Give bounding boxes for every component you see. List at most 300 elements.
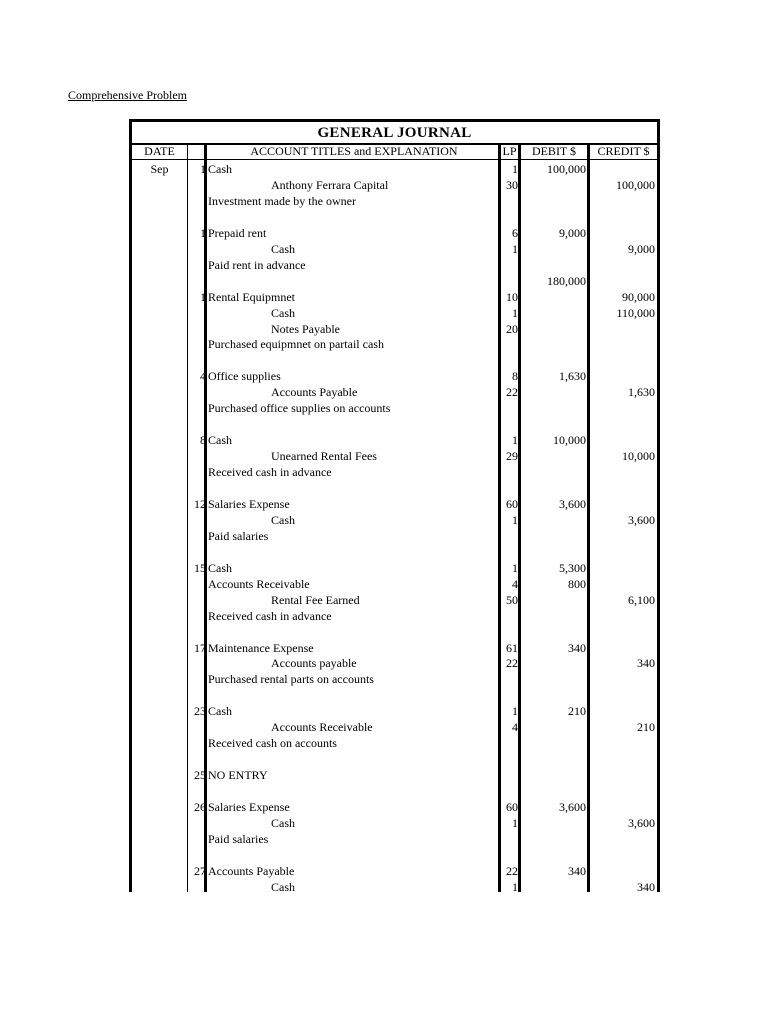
- entry-month: [132, 225, 187, 241]
- entry-month: [132, 305, 187, 321]
- ledger-page: 60: [506, 800, 518, 814]
- account-title: [208, 209, 498, 225]
- entry-month: [132, 177, 187, 193]
- account-title: Salaries Expense: [208, 496, 290, 511]
- journal-row: [132, 305, 657, 321]
- entry-month: [132, 831, 187, 847]
- ledger-page: [502, 767, 518, 783]
- ledger-page: [502, 400, 518, 416]
- journal-row: [132, 416, 657, 432]
- entry-day: [187, 336, 206, 352]
- entry-month: [132, 655, 187, 671]
- entry-day: [187, 241, 206, 257]
- debit-amount: 3,600: [559, 800, 586, 814]
- ledger-page: 10: [506, 289, 518, 304]
- debit-amount: [523, 289, 586, 305]
- entry-day: [187, 273, 206, 289]
- journal-title: GENERAL JOURNAL: [317, 125, 472, 141]
- debit-amount: [523, 480, 586, 496]
- debit-amount: [523, 400, 586, 416]
- account-title: [208, 416, 498, 432]
- entry-day: 17: [194, 640, 206, 655]
- page-heading: Comprehensive Problem: [68, 88, 187, 102]
- ledger-page: [502, 751, 518, 767]
- journal-row: [132, 209, 657, 225]
- header-divider: [132, 159, 657, 160]
- journal-row: [132, 321, 657, 337]
- debit-amount: 100,000: [547, 162, 586, 176]
- ledger-page: [502, 209, 518, 225]
- ledger-page: 1: [512, 815, 518, 830]
- entry-month: [132, 464, 187, 480]
- ledger-page: 4: [512, 720, 518, 735]
- credit-amount: [591, 496, 655, 512]
- debit-amount: [523, 671, 586, 687]
- entry-day: 26: [194, 800, 206, 814]
- credit-amount: [591, 432, 655, 448]
- ledger-page: 6: [512, 225, 518, 240]
- entry-month: [132, 592, 187, 608]
- journal-row: [132, 448, 657, 464]
- credit-amount: 100,000: [616, 177, 655, 192]
- ledger-page: [502, 336, 518, 352]
- journal-row: [132, 783, 657, 799]
- credit-amount: [591, 640, 655, 656]
- debit-amount: [523, 608, 586, 624]
- debit-amount: 1,630: [559, 369, 586, 384]
- ledger-page: [502, 528, 518, 544]
- journal-row: [132, 847, 657, 863]
- credit-amount: [591, 257, 655, 273]
- credit-account-title: Anthony Ferrara Capital: [271, 177, 389, 192]
- ledger-page: [502, 257, 518, 273]
- entry-day: [187, 448, 206, 464]
- credit-account-title: Unearned Rental Fees: [271, 449, 377, 464]
- account-title: Received cash in advance: [208, 608, 332, 623]
- ledger-page: 8: [512, 369, 518, 384]
- credit-amount: 110,000: [616, 305, 655, 320]
- ledger-page: 22: [506, 656, 518, 671]
- credit-amount: [591, 480, 655, 496]
- journal-row: [132, 289, 657, 305]
- entry-month: [132, 496, 187, 512]
- account-title: Received cash in advance: [208, 465, 332, 480]
- credit-account-title: Cash: [271, 879, 295, 894]
- entry-day: [187, 464, 206, 480]
- entry-day: 12: [194, 496, 206, 511]
- debit-amount: [523, 336, 586, 352]
- entry-day: 8: [200, 433, 206, 448]
- account-title: [208, 624, 498, 640]
- entry-month: [132, 273, 187, 289]
- credit-amount: [591, 225, 655, 241]
- debit-amount: 210: [568, 704, 586, 719]
- journal-row: [132, 576, 657, 592]
- entry-month: [132, 624, 187, 640]
- entry-month: [132, 687, 187, 703]
- journal-row: [132, 767, 657, 783]
- entry-day: [187, 400, 206, 416]
- account-title: Cash: [208, 433, 232, 448]
- ledger-page: 1: [512, 305, 518, 320]
- entry-month: [132, 480, 187, 496]
- credit-amount: [591, 703, 655, 719]
- journal-row: [132, 863, 657, 879]
- ledger-page: [502, 608, 518, 624]
- account-title: NO ENTRY: [208, 768, 268, 783]
- debit-amount: 340: [568, 640, 586, 655]
- entry-month: [132, 799, 187, 815]
- journal-row: [132, 560, 657, 576]
- entry-day: [187, 305, 206, 321]
- credit-amount: [591, 161, 655, 177]
- entry-day: [187, 719, 206, 735]
- journal-row: [132, 400, 657, 416]
- debit-amount: [523, 416, 586, 432]
- credit-amount: [591, 831, 655, 847]
- journal-row: [132, 336, 657, 352]
- entry-month: [132, 576, 187, 592]
- credit-amount: 210: [637, 720, 655, 735]
- credit-amount: [591, 687, 655, 703]
- entry-day: [187, 735, 206, 751]
- entry-day: [187, 671, 206, 687]
- credit-amount: [591, 608, 655, 624]
- account-title: [208, 783, 498, 799]
- journal-row: [132, 225, 657, 241]
- entry-month: [132, 544, 187, 560]
- debit-amount: 180,000: [547, 273, 586, 288]
- entry-month: [132, 193, 187, 209]
- journal-row: [132, 687, 657, 703]
- debit-amount: [523, 464, 586, 480]
- header-account-titles: ACCOUNT TITLES and EXPLANATION: [250, 144, 458, 158]
- journal-row: [132, 161, 657, 177]
- debit-amount: [523, 209, 586, 225]
- account-title: Purchased rental parts on accounts: [208, 672, 374, 687]
- journal-row: [132, 464, 657, 480]
- entry-day: [187, 384, 206, 400]
- journal-row: [132, 879, 657, 895]
- account-title: [208, 544, 498, 560]
- entry-day: [187, 416, 206, 432]
- entry-day: [187, 751, 206, 767]
- credit-amount: [591, 336, 655, 352]
- credit-amount: [591, 671, 655, 687]
- credit-account-title: Accounts Receivable: [271, 720, 373, 735]
- ledger-page: 1: [512, 560, 518, 575]
- account-title: Investment made by the owner: [208, 193, 356, 208]
- entry-day: 23: [194, 704, 206, 719]
- ledger-page: 29: [506, 449, 518, 464]
- account-title: Paid salaries: [208, 831, 269, 846]
- entry-month: [132, 352, 187, 368]
- journal-row: [132, 241, 657, 257]
- credit-amount: 3,600: [628, 512, 655, 527]
- entry-month: [132, 432, 187, 448]
- journal-row: [132, 273, 657, 289]
- debit-amount: [523, 624, 586, 640]
- entry-day: [187, 177, 206, 193]
- debit-amount: [523, 719, 586, 735]
- credit-amount: 6,100: [628, 592, 655, 607]
- entry-day: 27: [194, 863, 206, 878]
- journal-row: [132, 257, 657, 273]
- credit-amount: [591, 528, 655, 544]
- journal-row: [132, 512, 657, 528]
- debit-amount: [523, 751, 586, 767]
- account-title: Purchased equipmnet on partail cash: [208, 337, 384, 352]
- journal-row: [132, 480, 657, 496]
- entry-day: 15: [194, 560, 206, 575]
- ledger-page: [502, 416, 518, 432]
- ledger-page: [502, 464, 518, 480]
- entry-day: [187, 847, 206, 863]
- journal-row: [132, 815, 657, 831]
- entry-month: [132, 847, 187, 863]
- ledger-page: 1: [512, 162, 518, 176]
- ledger-page: [502, 193, 518, 209]
- ledger-page: [502, 783, 518, 799]
- journal-row: [132, 193, 657, 209]
- entry-month: [132, 863, 187, 879]
- entry-month: [132, 719, 187, 735]
- ledger-page: 22: [506, 863, 518, 878]
- entry-month: [132, 289, 187, 305]
- entry-day: [187, 321, 206, 337]
- account-title: Cash: [208, 162, 232, 176]
- entry-month: [132, 368, 187, 384]
- account-title: Received cash on accounts: [208, 736, 337, 751]
- journal-row: [132, 608, 657, 624]
- account-title: Cash: [208, 704, 232, 719]
- ledger-page: [502, 735, 518, 751]
- debit-amount: 5,300: [559, 560, 586, 575]
- entry-day: 1: [200, 289, 206, 304]
- credit-amount: [591, 847, 655, 863]
- entry-month: [132, 703, 187, 719]
- credit-amount: [591, 352, 655, 368]
- ledger-page: 1: [512, 879, 518, 894]
- journal-row: [132, 496, 657, 512]
- account-title: [208, 751, 498, 767]
- journal-row: [132, 592, 657, 608]
- entry-month: [132, 783, 187, 799]
- entry-day: [187, 815, 206, 831]
- header-lp: LP: [502, 144, 517, 158]
- journal-row: [132, 640, 657, 656]
- account-title: Prepaid rent: [208, 225, 267, 240]
- header-date: DATE: [144, 144, 175, 158]
- account-title: [208, 687, 498, 703]
- credit-amount: [591, 783, 655, 799]
- credit-amount: 3,600: [628, 815, 655, 830]
- credit-amount: [591, 464, 655, 480]
- journal-row: [132, 624, 657, 640]
- entry-day: [187, 608, 206, 624]
- journal-row: [132, 655, 657, 671]
- entry-month: [132, 608, 187, 624]
- ledger-page: 30: [506, 177, 518, 192]
- entry-day: [187, 687, 206, 703]
- credit-amount: [591, 560, 655, 576]
- ledger-page: [502, 847, 518, 863]
- journal-row: [132, 831, 657, 847]
- ledger-page: [502, 687, 518, 703]
- credit-amount: [591, 624, 655, 640]
- journal-row: [132, 432, 657, 448]
- entry-day: [187, 544, 206, 560]
- credit-amount: 340: [637, 879, 655, 894]
- debit-amount: [523, 193, 586, 209]
- credit-amount: [591, 767, 655, 783]
- ledger-page: 61: [506, 640, 518, 655]
- entry-month: [132, 879, 187, 895]
- account-title: Paid rent in advance: [208, 257, 306, 272]
- journal-row: [132, 177, 657, 193]
- account-title: Rental Equipmnet: [208, 289, 295, 304]
- credit-amount: [591, 321, 655, 337]
- debit-amount: [523, 241, 586, 257]
- debit-amount: [523, 305, 586, 321]
- credit-amount: 90,000: [622, 289, 655, 304]
- entry-day: [187, 655, 206, 671]
- journal-row: [132, 719, 657, 735]
- credit-account-title: Cash: [271, 512, 295, 527]
- credit-amount: [591, 735, 655, 751]
- entry-month: [132, 640, 187, 656]
- ledger-page: [502, 671, 518, 687]
- debit-amount: [523, 448, 586, 464]
- header-debit: DEBIT $: [531, 144, 577, 158]
- ledger-page: 1: [512, 433, 518, 448]
- general-journal-table: [129, 119, 660, 892]
- account-title: [208, 480, 498, 496]
- entry-month: [132, 209, 187, 225]
- entry-day: [187, 512, 206, 528]
- entry-day: [187, 879, 206, 895]
- credit-amount: [591, 799, 655, 815]
- entry-day: [187, 831, 206, 847]
- ledger-page: 20: [506, 321, 518, 336]
- ledger-page: [502, 480, 518, 496]
- account-title: Cash: [208, 560, 232, 575]
- debit-amount: [523, 735, 586, 751]
- ledger-page: [502, 544, 518, 560]
- debit-amount: 340: [568, 863, 586, 878]
- entry-month: [132, 416, 187, 432]
- ledger-page: 1: [512, 512, 518, 527]
- account-title: [208, 352, 498, 368]
- journal-row: [132, 703, 657, 719]
- credit-amount: 340: [637, 656, 655, 671]
- credit-amount: [591, 751, 655, 767]
- credit-account-title: Accounts payable: [271, 656, 357, 671]
- credit-amount: [591, 273, 655, 289]
- debit-amount: 9,000: [559, 225, 586, 240]
- journal-row: [132, 352, 657, 368]
- debit-amount: [523, 321, 586, 337]
- journal-row: [132, 528, 657, 544]
- entry-day: [187, 480, 206, 496]
- header-credit: CREDIT $: [597, 144, 650, 158]
- ledger-page: [502, 273, 518, 289]
- account-title: Paid salaries: [208, 528, 269, 543]
- ledger-page: [502, 624, 518, 640]
- credit-account-title: Cash: [271, 241, 295, 256]
- debit-amount: [523, 783, 586, 799]
- debit-amount: [523, 592, 586, 608]
- journal-row: [132, 735, 657, 751]
- credit-amount: 9,000: [628, 241, 655, 256]
- journal-row: [132, 384, 657, 400]
- account-title: Accounts Payable: [208, 863, 295, 878]
- ledger-page: 60: [506, 496, 518, 511]
- credit-amount: 10,000: [622, 449, 655, 464]
- entry-day: 1: [200, 225, 206, 240]
- entry-day: [187, 352, 206, 368]
- entry-month: [132, 751, 187, 767]
- debit-amount: [523, 512, 586, 528]
- ledger-page: 1: [512, 241, 518, 256]
- entry-month: [132, 241, 187, 257]
- credit-account-title: Accounts Payable: [271, 385, 358, 400]
- ledger-page: 4: [512, 576, 518, 591]
- journal-row: [132, 799, 657, 815]
- credit-account-title: Cash: [271, 305, 295, 320]
- credit-account-title: Cash: [271, 815, 295, 830]
- entry-day: [187, 783, 206, 799]
- account-title: Office supplies: [208, 369, 281, 384]
- credit-amount: [591, 416, 655, 432]
- debit-amount: [523, 257, 586, 273]
- entry-month: [132, 528, 187, 544]
- entry-day: [187, 624, 206, 640]
- ledger-page: [502, 831, 518, 847]
- account-title: Maintenance Expense: [208, 640, 314, 655]
- entry-month: [132, 257, 187, 273]
- journal-row: [132, 751, 657, 767]
- debit-amount: [523, 655, 586, 671]
- entry-day: [187, 209, 206, 225]
- credit-amount: [591, 863, 655, 879]
- account-title: Accounts Receivable: [208, 576, 310, 591]
- journal-row: [132, 544, 657, 560]
- debit-amount: [523, 815, 586, 831]
- account-title: [208, 847, 498, 863]
- journal-row: [132, 368, 657, 384]
- debit-amount: [523, 352, 586, 368]
- debit-amount: [523, 544, 586, 560]
- entry-day: [187, 592, 206, 608]
- entry-day: 4: [200, 369, 206, 384]
- entry-day: [187, 257, 206, 273]
- debit-amount: [523, 687, 586, 703]
- credit-amount: [591, 368, 655, 384]
- credit-amount: [591, 400, 655, 416]
- debit-amount: 3,600: [559, 496, 586, 511]
- entry-month: [132, 767, 187, 783]
- entry-day: 1: [200, 162, 206, 176]
- debit-amount: [523, 384, 586, 400]
- account-title: Salaries Expense: [208, 800, 290, 814]
- entry-month: [132, 448, 187, 464]
- entry-month: [132, 815, 187, 831]
- entry-month: [132, 384, 187, 400]
- ledger-page: 1: [512, 704, 518, 719]
- entry-month: [132, 560, 187, 576]
- entry-day: [187, 576, 206, 592]
